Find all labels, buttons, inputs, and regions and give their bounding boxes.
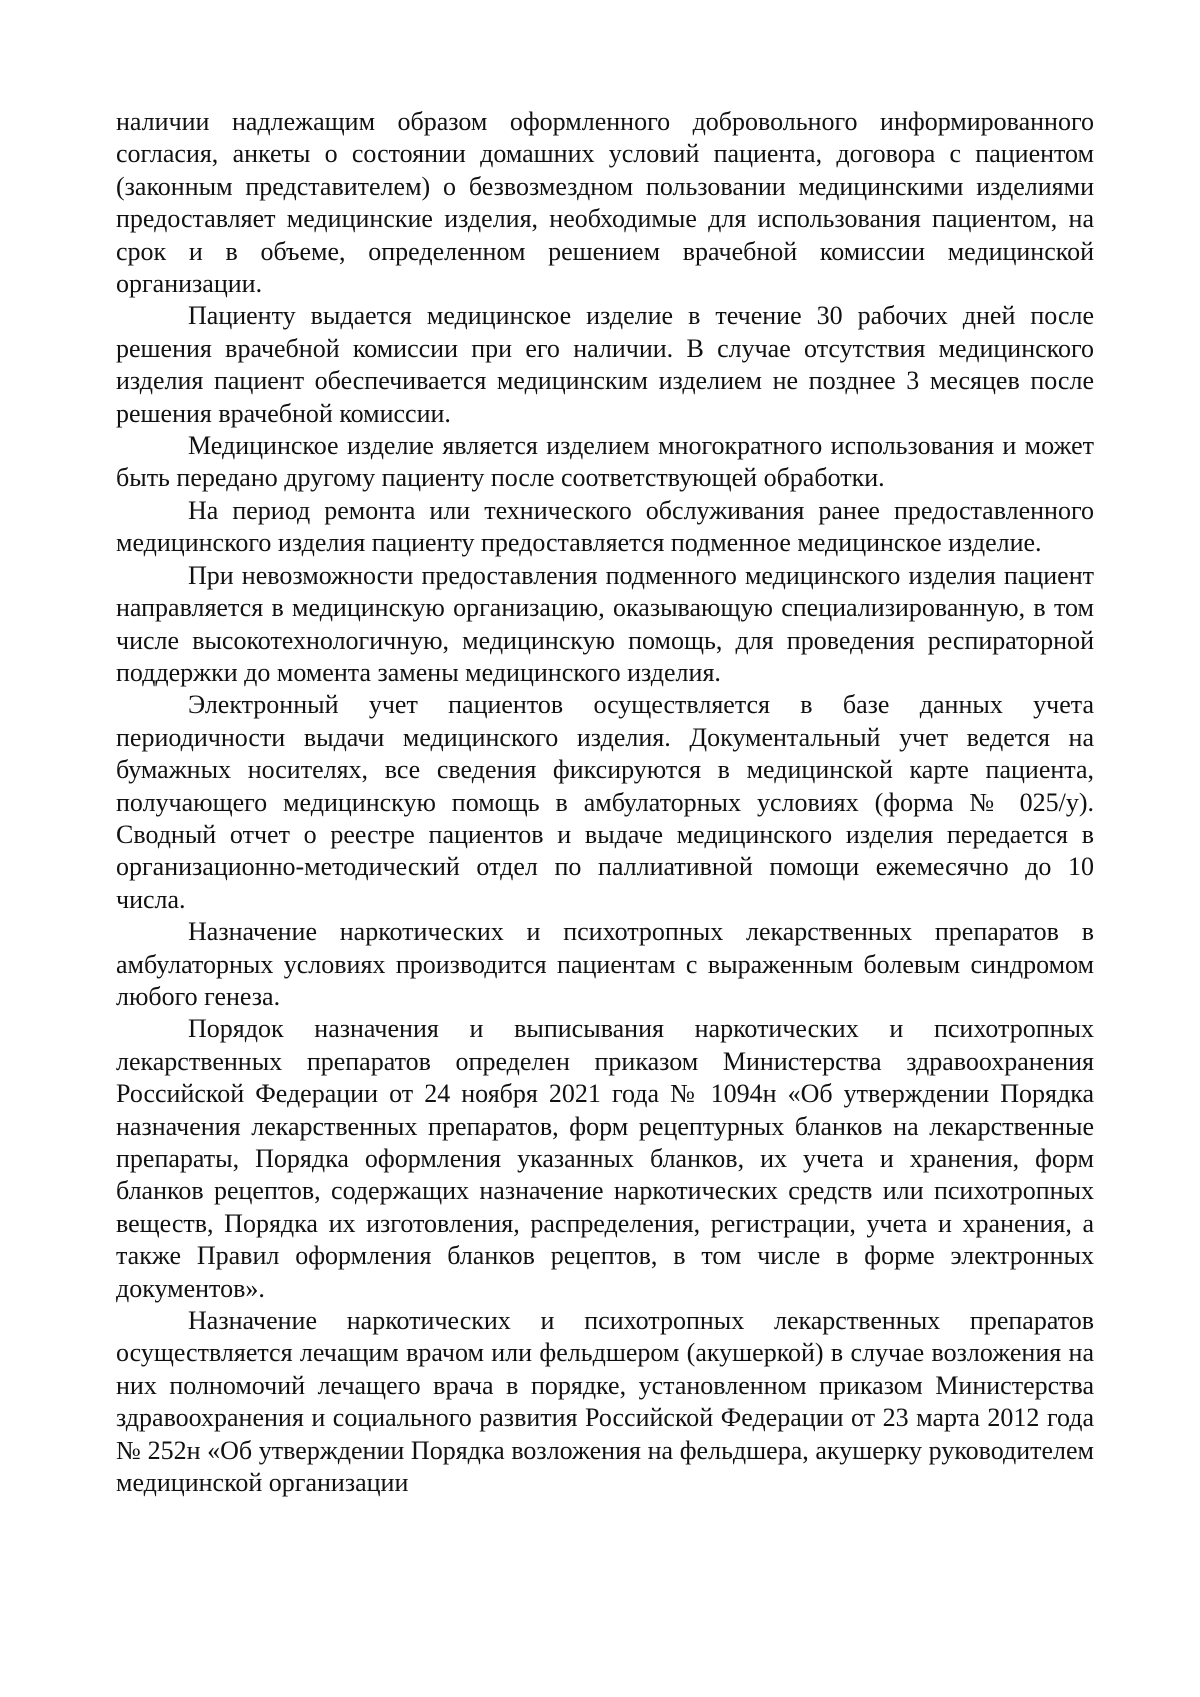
paragraph-no-replacement: При невозможности предоставления подменного медицинского изделия пациент направляется в медицинскую организацию, оказывающую специализированную, в том числе высокотехнологичную, медицинскую помощь, для проведения респираторной поддержки до момента замены медицинского изделия. — [116, 560, 1094, 687]
document-page — [116, 106, 1094, 1499]
paragraph-patient-records: Электронный учет пациентов осуществляется в базе данных учета периодичности выдачи медицинского изделия. Документальный учет ведется на бумажных носителях, все сведения фиксируются в медицинской карте пациента, получающего медицинскую помощь в амбулаторных условиях (форма № 025/у). Сводный отчет о реестре пациентов и выдаче медицинского изделия передается в организационно-методический отдел по паллиативной помощи ежемесячно до 10 числа. — [116, 690, 1094, 914]
paragraph-device-issue-term: Пациенту выдается медицинское изделие в течение 30 рабочих дней после решения врачебной комиссии при его наличии. В случае отсутствия медицинского изделия пациент обеспечивается медицинским изделием не позднее 3 месяцев после решения врачебной комиссии. — [116, 301, 1094, 428]
paragraph-reusable-device: Медицинское изделие является изделием многократного использования и может быть передано другому пациенту после соответствующей обработки. — [116, 431, 1094, 493]
paragraph-prescription-order: Порядок назначения и выписывания наркотических и психотропных лекарственных препаратов определен приказом Министерства здравоохранения Российской Федерации от 24 ноября 2021 года № 1094н «Об утверждении Порядка назначения лекарственных препаратов, форм рецептурных бланков на лекарственные препараты, Порядка оформления указанных бланков, их учета и хранения, форм бланков рецептов, содержащих назначение наркотических средств или психотропных веществ, Порядка их изготовления, распределения, регистрации, учета и хранения, а также Правил оформления бланков рецептов, в том числе в форме электронных документов». — [116, 1014, 1094, 1303]
paragraph-continuation: наличии надлежащим образом оформленного добровольного информированного согласия, анкеты о состоянии домашних условий пациента, договора с пациентом (законным представителем) о безвозмездном пользовании медицинскими изделиями предоставляет медицинские изделия, необходимые для использования пациентом, на срок и в объеме, определенном решением врачебной комиссии медицинской организации. — [116, 107, 1094, 299]
paragraph-replacement-device: На период ремонта или технического обслуживания ранее предоставленного медицинского изделия пациенту предоставляется подменное медицинское изделие. — [116, 495, 1094, 558]
paragraph-prescribing-staff: Назначение наркотических и психотропных лекарственных препаратов осуществляется лечащим врачом или фельдшером (акушеркой) в случае возложения на них полномочий лечащего врача в порядке, установленном приказом Министерства здравоохранения и социального развития Российской Федерации от 23 марта 2012 года № 252н «Об утверждении Порядка возложения на фельдшера, акушерку руководителем медицинской организации — [116, 1306, 1094, 1498]
paragraph-narcotic-prescription: Назначение наркотических и психотропных лекарственных препаратов в амбулаторных условиях производится пациентам с выраженным болевым синдромом любого генеза. — [116, 917, 1094, 1011]
